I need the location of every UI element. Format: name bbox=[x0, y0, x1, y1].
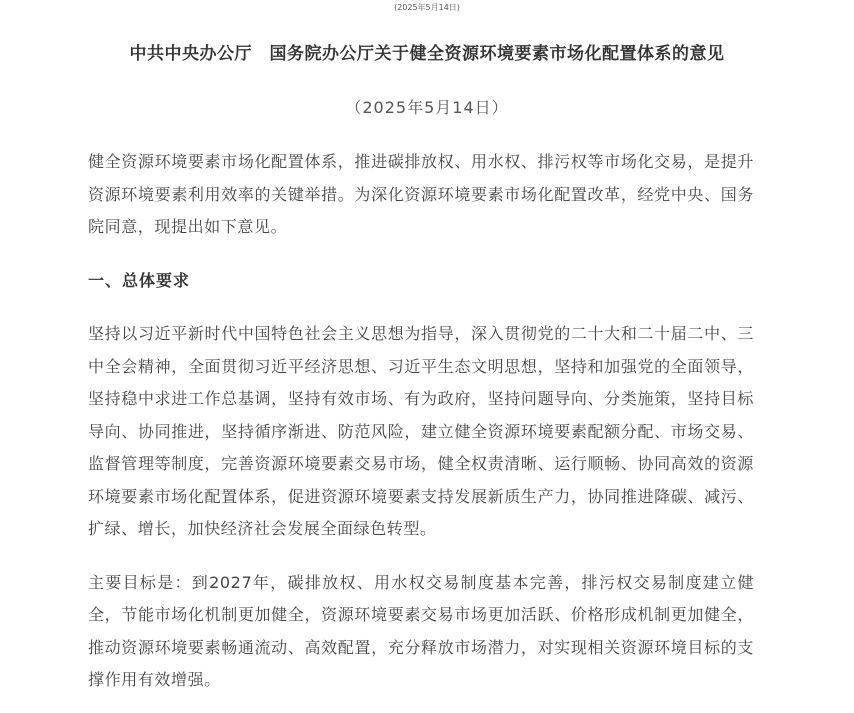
paragraph-spacer bbox=[88, 297, 754, 318]
document-title: 中共中央办公厅 国务院办公厅关于健全资源环境要素市场化配置体系的意见 bbox=[129, 44, 725, 64]
paragraph-spacer bbox=[88, 244, 754, 265]
document-date: （2025年5月14日） bbox=[345, 98, 509, 117]
intro-paragraph: 健全资源环境要素市场化配置体系，推进碳排放权、用水权、排污权等市场化交易，是提升资源环境要素利用效率的关键举措。为深化资源环境要素市场化配置改革，经党中央、国务院同意，现提出如下意见。 bbox=[88, 152, 754, 236]
header-small-date: (2025年5月14日) bbox=[394, 3, 460, 12]
document-body bbox=[88, 146, 754, 697]
paragraph-spacer bbox=[88, 546, 754, 567]
main-goals-paragraph: 主要目标是：到2027年，碳排放权、用水权交易制度基本完善，排污权交易制度建立健全，节能市场化机制更加健全，资源环境要素交易市场更加活跃、价格形成机制更加健全，推动资源环境要素畅通流动、高效配置，充分释放市场潜力，对实现相关资源环境目标的支撑作用有效增强。 bbox=[88, 572, 754, 689]
section-heading-general-requirements: 一、总体要求 bbox=[88, 270, 191, 290]
general-requirements-paragraph: 坚持以习近平新时代中国特色社会主义思想为指导，深入贯彻党的二十大和二十届二中、三中全会精神，全面贯彻习近平经济思想、习近平生态文明思想，坚持和加强党的全面领导，坚持稳中求进工作总基调，坚持有效市场、有为政府，坚持问题导向、分类施策，坚持目标导向、协同推进，坚持循序渐进、防范风险，建立健全资源环境要素配额分配、市场交易、监督管理等制度，完善资源环境要素交易市场，健全权责清晰、运行顺畅、协同高效的资源环境要素市场化配置体系，促进资源环境要素支持发展新质生产力，协同推进降碳、减污、扩绿、增长，加快经济社会发展全面绿色转型。 bbox=[88, 324, 754, 538]
